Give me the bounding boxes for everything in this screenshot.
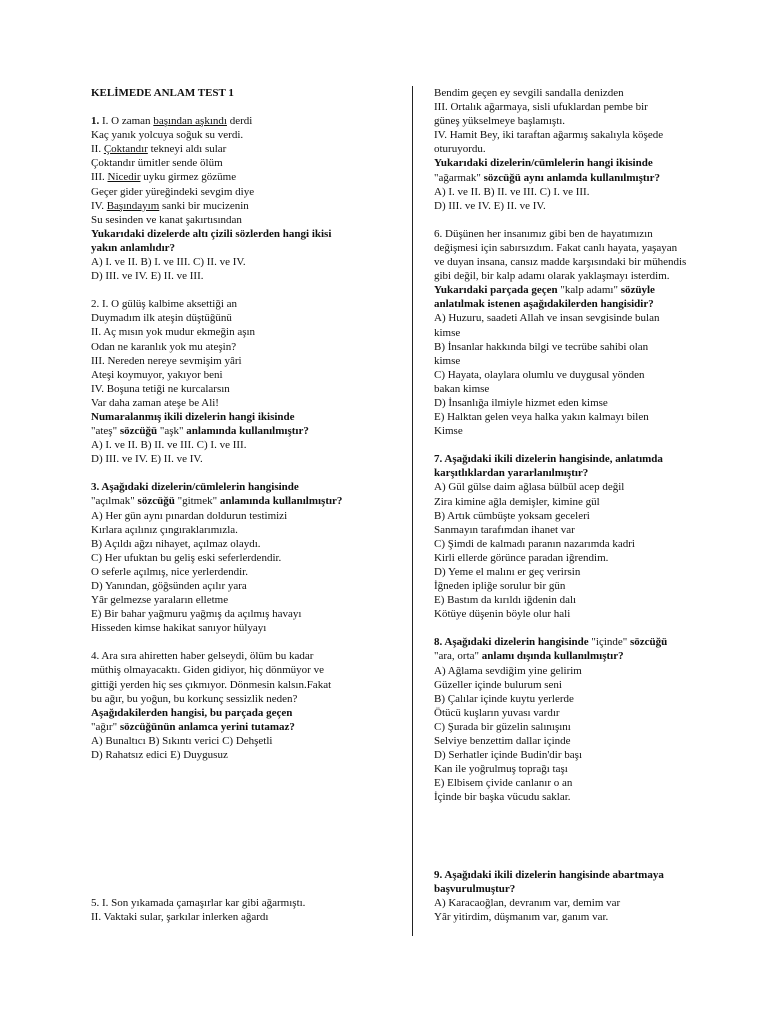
q8-line-4: Ötücü kuşların yuvası vardır (434, 706, 560, 719)
q2-stem-word-2: "aşk" (159, 425, 184, 438)
q7-line-4: Sanmayın tarafımdan ihanet var (434, 523, 575, 536)
question-5-continued (434, 86, 734, 213)
q2-line-2: Duymadım ilk ateşin düştüğünü (91, 312, 232, 325)
q2-options-1: A) I. ve II. B) II. ve III. C) I. ve III. (91, 439, 247, 452)
column-divider (412, 86, 413, 936)
q6-stem-word: "kalp adamı" (560, 284, 618, 297)
q6-stem-2: anlatılmak istenen aşağıdakilerden hangisidir? (434, 298, 654, 311)
q1-line-7 (91, 199, 401, 213)
q1-l3-underlined: Çoktandır (103, 143, 148, 156)
q3-line-4: C) Her ufuktan bu geliş eski seferlerdendir. (91, 551, 282, 564)
q6-option-c-cont: bakan kimse (434, 382, 490, 395)
q1-l1-underlined: başından aşkındı (153, 115, 227, 128)
q5-stem-1: Yukarıdaki dizelerin/cümlelerin hangi ikisinde (434, 157, 653, 170)
q5-stem-2 (434, 171, 734, 185)
right-column (434, 86, 734, 805)
q4-options-1: A) Bunaltıcı B) Sıkıntı verici C) Dehşetli (91, 734, 273, 747)
q2-options-2: D) III. ve IV. E) II. ve IV. (91, 453, 203, 466)
q3-line-5: O seferle açılmış, nice yerlerdendir. (91, 565, 248, 578)
q8-line-2: Güzeller içinde bulurum seni (434, 678, 562, 691)
q7-line-7: D) Yeme el malını er geç verirsin (434, 566, 581, 578)
q1-options-1: A) I. ve II. B) I. ve III. C) II. ve IV. (91, 256, 246, 269)
q6-option-d: D) İnsanlığa ilmiyle hizmet eden kimse (434, 396, 608, 409)
q7-stem-1: 7. Aşağıdaki ikili dizelerin hangisinde, anlatımda (434, 453, 663, 466)
q2-line-8: Var daha zaman ateşe be Ali! (91, 396, 219, 409)
q2-stem-mid: sözcüğü (117, 425, 160, 438)
q8-stem-word-2: "ara, orta" (434, 650, 480, 663)
q3-line-1: A) Her gün aynı pınardan doldurun testimizi (91, 509, 288, 522)
question-7 (434, 452, 734, 621)
q1-stem-2: yakın anlamlıdır? (91, 241, 176, 254)
q2-stem-1: Numaralanmış ikili dizelerin hangi ikisinde (91, 410, 295, 423)
q3-line-2: Kırlara açılınız çıngıraklarımızla. (91, 523, 238, 536)
q1-line-5 (91, 170, 401, 184)
left-column (91, 86, 401, 762)
q3-line-8: E) Bir bahar yağmuru yağmış da açılmış havayı (91, 608, 302, 621)
q7-line-10: Kötüye düşenin böyle olur hali (434, 608, 571, 621)
q2-stem-end: anlamında kullanılmıştır? (183, 425, 309, 438)
q7-line-9: E) Bastım da kırıldı iğdenin dalı (434, 594, 577, 607)
q6-option-a: A) Huzuru, saadeti Allah ve insan sevgisinde bulan (434, 312, 660, 325)
q6-option-a-cont: kimse (434, 326, 461, 339)
q5-line-1: 5. I. Son yıkamada çamaşırlar kar gibi ağarmıştı. (91, 897, 306, 909)
q2-line-6: Ateşi koymuyor, yakıyor beni (91, 368, 223, 381)
q2-line-5: III. Nereden nereye sevmişim yâri (91, 354, 242, 367)
q3-stem-mid: sözcüğü (134, 495, 178, 508)
q5-stem-word: "ağarmak" (434, 171, 481, 184)
q3-line-3: B) Açıldı ağzı nihayet, açılmaz olaydı. (91, 537, 261, 550)
q2-line-4: Odan ne karanlık yok mu ateşin? (91, 340, 237, 353)
q6-line-4: gibi değil, bir kalp adamı olarak yaklaşmayı isterdim. (434, 270, 670, 283)
q2-stem-word-1: "ateş" (91, 425, 118, 438)
q3-line-9: Hisseden kimse hakikat sanıyor hülyayı (91, 622, 267, 635)
q8-stem-1 (434, 635, 734, 649)
q6-option-c: C) Hayata, olaylara olumlu ve duygusal yönden (434, 368, 645, 381)
q3-stem-end: anlamında kullanılmıştır? (217, 495, 343, 508)
q1-options-2: D) III. ve IV. E) II. ve III. (91, 270, 204, 283)
q9-stem-1: 9. Aşağıdaki ikili dizelerin hangisinde abartmaya (434, 869, 664, 881)
q9-line-1: A) Karacaoğlan, devranım var, demim var (434, 897, 621, 910)
q1-l1-pre: I. O zaman (99, 115, 154, 128)
q1-line-4: Çoktandır ümitler sende ölüm (91, 157, 223, 170)
q7-line-6: Kirli ellerde görünce paradan iğrendim. (434, 551, 609, 564)
q5-options-1: A) I. ve II. B) II. ve III. C) I. ve III. (434, 185, 590, 198)
q9-line-2: Yâr yitirdim, düşmanım var, ganım var. (434, 911, 609, 924)
q7-stem-2: karşıtlıklardan yararlanılmıştır? (434, 467, 589, 480)
q8-line-7: D) Serhatler içinde Budin'dir başı (434, 749, 583, 762)
q8-line-10: İçinde bir başka vücudu saklar. (434, 791, 571, 804)
q4-line-2: müthiş olmayacaktı. Giden gidiyor, hiç dönmüyor ve (91, 664, 324, 677)
question-9 (434, 868, 734, 924)
q1-l3-post: tekneyi aldı sular (147, 143, 227, 156)
question-4 (91, 649, 401, 762)
q5-line-7: oturuyordu. (434, 143, 486, 156)
q1-l7-post: sanki bir mucizenin (159, 199, 249, 212)
q7-line-5: C) Şimdi de kalmadı paranın nazarımda kadri (434, 537, 635, 550)
q6-option-b: B) İnsanlar hakkında bilgi ve tecrübe sahibi olan (434, 340, 649, 353)
q6-option-e-cont: Kimse (434, 425, 463, 438)
q4-stem-1: Aşağıdakilerden hangisi, bu parçada geçen (91, 706, 293, 719)
q1-l5-underlined: Nicedir (107, 171, 141, 184)
q7-line-3: B) Artık cümbüşte yoksam geceleri (434, 509, 590, 522)
q4-line-4: bu ağır, bu yoğun, bu korkunç sessizlik neden? (91, 692, 298, 705)
q6-option-e: E) Halktan gelen veya halka yakın kalmayı bilen (434, 411, 649, 424)
q5-stem-end: sözcüğü aynı anlamda kullanılmıştır? (480, 171, 660, 184)
page-title: KELİMEDE ANLAM TEST 1 (91, 87, 234, 99)
q7-line-2: Zira kimine ağla demişler, kimine gül (434, 495, 600, 508)
q1-l5-post: uyku girmez gözüme (140, 171, 237, 184)
q4-stem-2 (91, 720, 401, 734)
q9-stem-2: başvurulmuştur? (434, 883, 516, 896)
q4-options-2: D) Rahatsız edici E) Duygusuz (91, 749, 228, 762)
q5-line-6: IV. Hamit Bey, iki taraftan ağarmış sakalıyla köşede (434, 129, 664, 142)
q1-l3-pre: II. (91, 143, 104, 156)
q4-stem-word: "ağır" (91, 720, 118, 733)
q5-line-5: güneş yükselmeye başlamıştı. (434, 115, 566, 128)
q3-stem-word-1: "açılmak" (91, 495, 135, 508)
q2-stem-2 (91, 424, 401, 438)
q4-line-1: 4. Ara sıra ahiretten haber gelseydi, ölüm bu kadar (91, 650, 314, 663)
q6-line-1: 6. Düşünen her insanımız gibi ben de hayatımızın (434, 227, 653, 240)
q5-line-3: Bendim geçen ey sevgili sandalla denizden (434, 87, 624, 99)
q1-l5-pre: III. (91, 171, 108, 184)
q7-line-1: A) Gül gülse daim ağlasa bülbül acep değil (434, 481, 625, 494)
q8-line-1: A) Ağlama sevdiğim yine gelirim (434, 664, 582, 677)
q6-line-3: ve duyan insana, cansız madde karşısındaki bir mühendis (434, 256, 687, 269)
question-2 (91, 297, 401, 466)
q8-line-5: C) Şurada bir güzelin salınışını (434, 720, 571, 733)
q1-l1-post: derdi (226, 115, 253, 128)
q3-stem-2 (91, 494, 401, 508)
q1-line-2: Kaç yanık yolcuya soğuk su verdi. (91, 129, 244, 142)
q1-line-8: Su sesinden ve kanat şakırtısından (91, 213, 242, 226)
q1-line-1 (91, 114, 401, 128)
q8-stem-word: "içinde" (591, 636, 628, 649)
q6-line-2: değişmesi için sabırsızdım. Fakat canlı hayata, yaşayan (434, 241, 678, 254)
q6-stem-1 (434, 283, 734, 297)
q8-line-6: Selviye benzettim dallar içinde (434, 735, 571, 748)
q8-stem-2 (434, 649, 734, 663)
q2-line-7: IV. Boşuna tetiği ne kurcalarsın (91, 382, 230, 395)
question-5-start (91, 896, 401, 924)
q5-line-2: II. Vaktaki sular, şarkılar inlerken ağardı (91, 911, 269, 924)
q1-line-3 (91, 142, 401, 156)
question-6 (434, 227, 734, 438)
question-3 (91, 480, 401, 635)
q8-stem-end: anlamı dışında kullanılmıştır? (479, 650, 624, 663)
q6-stem-start: Yukarıdaki parçada geçen (434, 284, 561, 297)
q6-option-b-cont: kimse (434, 354, 461, 367)
q3-stem-word-2: "gitmek" (177, 495, 218, 508)
question-8 (434, 635, 734, 804)
question-1 (91, 114, 401, 283)
q8-stem-mid: sözcüğü (627, 636, 668, 649)
q1-stem-1: Yukarıdaki dizelerde altı çizili sözlerden hangi ikisi (91, 227, 332, 240)
q8-stem-start: 8. Aşağıdaki dizelerin hangisinde (434, 636, 592, 649)
q1-l7-pre: IV. (91, 199, 107, 212)
q4-stem-end: sözcüğünün anlamca yerini tutamaz? (117, 720, 295, 733)
q5-options-2: D) III. ve IV. E) II. ve IV. (434, 199, 546, 212)
q6-stem-end: sözüyle (617, 284, 655, 297)
q7-line-8: İğneden ipliğe sorulur bir gün (434, 580, 566, 593)
q1-l7-underlined: Başındayım (106, 199, 160, 212)
q2-line-3: II. Aç mısın yok mudur ekmeğin aşın (91, 326, 256, 339)
q3-line-6: D) Yanından, göğsünden açılır yara (91, 580, 247, 592)
q4-line-3: gittiği yerden hiç ses çıkmıyor. Dönmesin kalsın.Fakat (91, 678, 332, 691)
q3-line-7: Yâr gelmezse yaraların elletme (91, 594, 229, 607)
q1-number: 1. (91, 115, 100, 128)
q5-line-4: III. Ortalık ağarmaya, sisli ufuklardan pembe bir (434, 101, 648, 114)
q8-line-9: E) Elbisem çivide canlanır o an (434, 777, 573, 790)
q8-line-8: Kan ile yoğrulmuş toprağı taşı (434, 763, 568, 776)
q1-line-6: Geçer gider yüreğindeki sevgim diye (91, 185, 255, 198)
q3-stem-1: 3. Aşağıdaki dizelerin/cümlelerin hangisinde (91, 481, 299, 494)
q2-line-1: 2. I. O gülüş kalbime aksettiği an (91, 298, 238, 311)
q8-line-3: B) Çalılar içinde kuytu yerlerde (434, 692, 574, 705)
